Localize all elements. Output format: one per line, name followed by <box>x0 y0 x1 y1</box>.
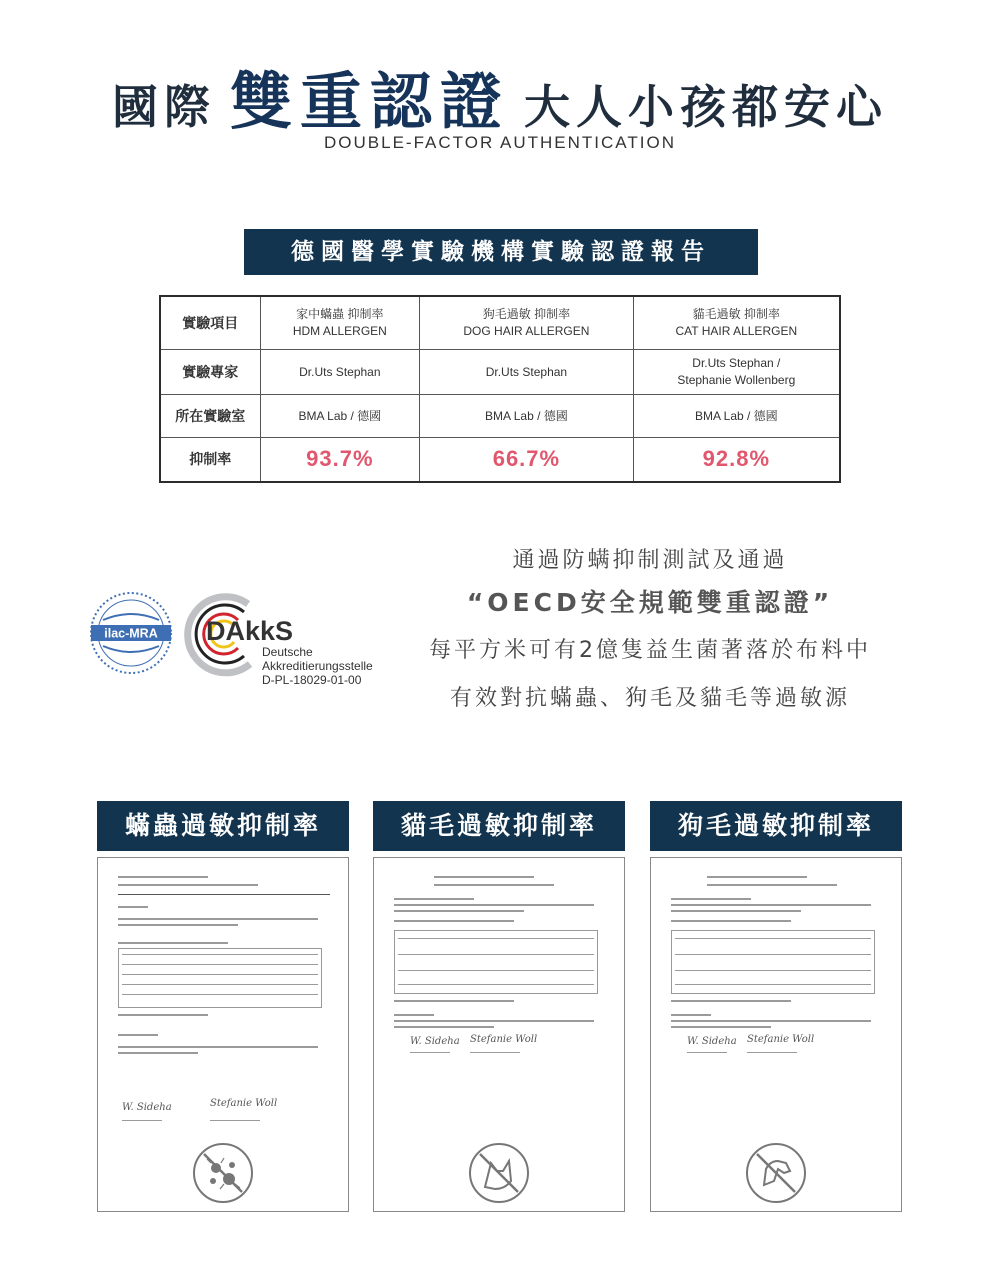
row-label-rate: 抑制率 <box>160 437 260 482</box>
rate-value: 93.7% <box>306 446 374 472</box>
table-row <box>160 296 840 349</box>
table-cell <box>260 296 420 349</box>
table-cell <box>633 296 840 349</box>
table-cell: Dr.Uts Stephan <box>260 349 420 394</box>
ilac-mra-logo <box>88 590 174 676</box>
ilac-text: ilac-MRA <box>104 626 158 641</box>
certification-table <box>159 295 841 483</box>
title-suffix: 大人小孩都安心 <box>524 80 888 134</box>
report-banner: 德國醫學實驗機構實驗認證報告 <box>244 229 758 275</box>
report-document-mite: W. Sideha Stefanie Woll <box>97 857 349 1212</box>
card-title-cat: 貓毛過敏抑制率 <box>373 801 625 851</box>
table-cell <box>420 296 633 349</box>
table-cell <box>260 437 420 482</box>
table-row <box>160 349 840 394</box>
page-title <box>0 52 1000 141</box>
expert-line-2: Stephanie Wollenberg <box>677 372 796 387</box>
title-prefix: 國際 <box>111 80 216 134</box>
dakks-line-2: Akkreditierungsstelle <box>262 659 373 673</box>
rate-value: 66.7% <box>492 446 561 472</box>
title-highlight: 雙重認證 <box>229 65 510 138</box>
claim-line-3: 每平方米可有2億隻益生菌著落於布料中 <box>429 638 871 663</box>
dakks-name: DAkkS <box>206 616 294 646</box>
dog-icon <box>744 1141 808 1205</box>
card-title-dog: 狗毛過敏抑制率 <box>650 801 902 851</box>
item-en: DOG HAIR ALLERGEN <box>463 323 590 338</box>
table-cell: BMA Lab / 德國 <box>633 394 840 437</box>
row-label-item: 實驗項目 <box>160 296 260 349</box>
row-label-expert: 實驗專家 <box>160 349 260 394</box>
dakks-subtext <box>262 645 373 687</box>
page-subtitle: DOUBLE-FACTOR AUTHENTICATION <box>324 133 676 152</box>
item-zh: 狗毛過敏 抑制率 <box>482 306 571 321</box>
dakks-line-1: Deutsche <box>262 645 313 659</box>
claim-line-2: “OECD安全規範雙重認證” <box>466 588 834 617</box>
table-cell <box>633 437 840 482</box>
table-cell: Dr.Uts Stephan <box>420 349 633 394</box>
row-label-lab: 所在實驗室 <box>160 394 260 437</box>
item-en: CAT HAIR ALLERGEN <box>675 323 798 338</box>
expert-line-1: Dr.Uts Stephan / <box>692 355 781 370</box>
item-en: HDM ALLERGEN <box>292 323 387 338</box>
dust-mite-icon <box>191 1141 255 1205</box>
rate-value: 92.8% <box>702 446 771 472</box>
table-cell: BMA Lab / 德國 <box>420 394 633 437</box>
claim-line-4: 有效對抗蟎蟲、狗毛及貓毛等過敏源 <box>449 686 850 711</box>
table-cell: BMA Lab / 德國 <box>260 394 420 437</box>
report-document-cat: W. Sideha Stefanie Woll <box>373 857 625 1212</box>
table-cell <box>420 437 633 482</box>
card-title-mite: 蟎蟲過敏抑制率 <box>97 801 349 851</box>
item-zh: 貓毛過敏 抑制率 <box>692 306 780 321</box>
table-row <box>160 437 840 482</box>
claim-line-1: 通過防螨抑制測試及通過 <box>512 548 788 573</box>
table-row <box>160 394 840 437</box>
item-zh: 家中蟎蟲 抑制率 <box>296 306 384 321</box>
cat-icon <box>467 1141 531 1205</box>
report-document-dog: W. Sideha Stefanie Woll <box>650 857 902 1212</box>
dakks-line-3: D-PL-18029-01-00 <box>262 673 362 687</box>
claims-block <box>410 543 890 712</box>
table-cell <box>633 349 840 394</box>
